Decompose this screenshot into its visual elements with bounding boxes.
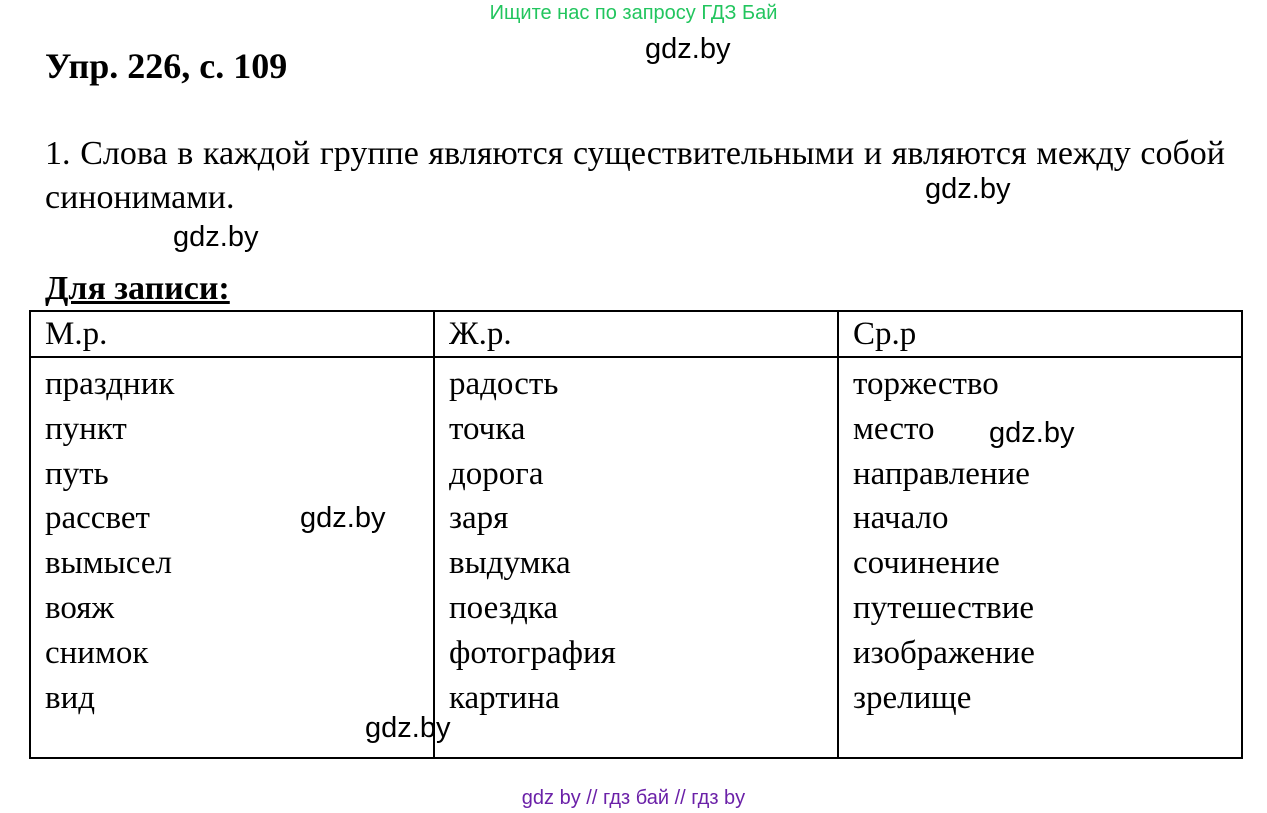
list-item: место	[853, 410, 935, 447]
header-feminine: Ж.р.	[434, 311, 838, 357]
top-banner: Ищите нас по запросу ГДЗ Бай	[489, 2, 778, 24]
list-item: поездка	[449, 589, 559, 626]
header-masculine: М.р.	[30, 311, 434, 357]
list-item: изображение	[853, 634, 1035, 671]
list-item: рассвет	[45, 500, 150, 537]
list-item: вид	[45, 679, 96, 716]
section-heading: Для записи:	[45, 270, 230, 307]
list-item: праздник	[45, 366, 175, 402]
list-item: начало	[853, 500, 949, 537]
header-neuter: Ср.р	[838, 311, 1242, 357]
list-item: пункт	[45, 410, 127, 447]
list-item: торжество	[853, 366, 999, 402]
list-item: вояж	[45, 589, 115, 626]
list-item: заря	[449, 500, 509, 537]
list-item: сочинение	[853, 545, 1000, 582]
watermark: gdz.by	[365, 712, 451, 744]
list-item: зрелище	[853, 679, 972, 716]
watermark: gdz.by	[925, 173, 1011, 205]
list-item: путь	[45, 455, 109, 492]
exercise-paragraph: 1. Слова в каждой группе являются существительными и являются между собой синонимами.	[45, 135, 1225, 216]
list-item: вымысел	[45, 545, 172, 582]
table-header-row	[30, 311, 1242, 357]
list-item: путешествие	[853, 589, 1035, 626]
list-item: точка	[449, 410, 526, 447]
watermark: gdz.by	[300, 502, 386, 534]
watermark: gdz.by	[989, 417, 1075, 449]
page-title: Упр. 226, с. 109	[45, 46, 288, 86]
list-item: фотография	[449, 634, 616, 671]
column-masculine	[30, 357, 434, 758]
list-item: направление	[853, 455, 1030, 492]
list-item: картина	[449, 679, 560, 716]
list-item: выдумка	[449, 545, 571, 582]
column-feminine	[434, 357, 838, 758]
synonym-table	[29, 310, 1243, 759]
list-item: снимок	[45, 634, 149, 671]
list-item: радость	[449, 366, 559, 402]
watermark: gdz.by	[645, 33, 731, 65]
watermark: gdz.by	[173, 221, 259, 253]
footer-links: gdz by // гдз бай // гдз by	[521, 787, 746, 809]
list-item: дорога	[449, 455, 544, 492]
